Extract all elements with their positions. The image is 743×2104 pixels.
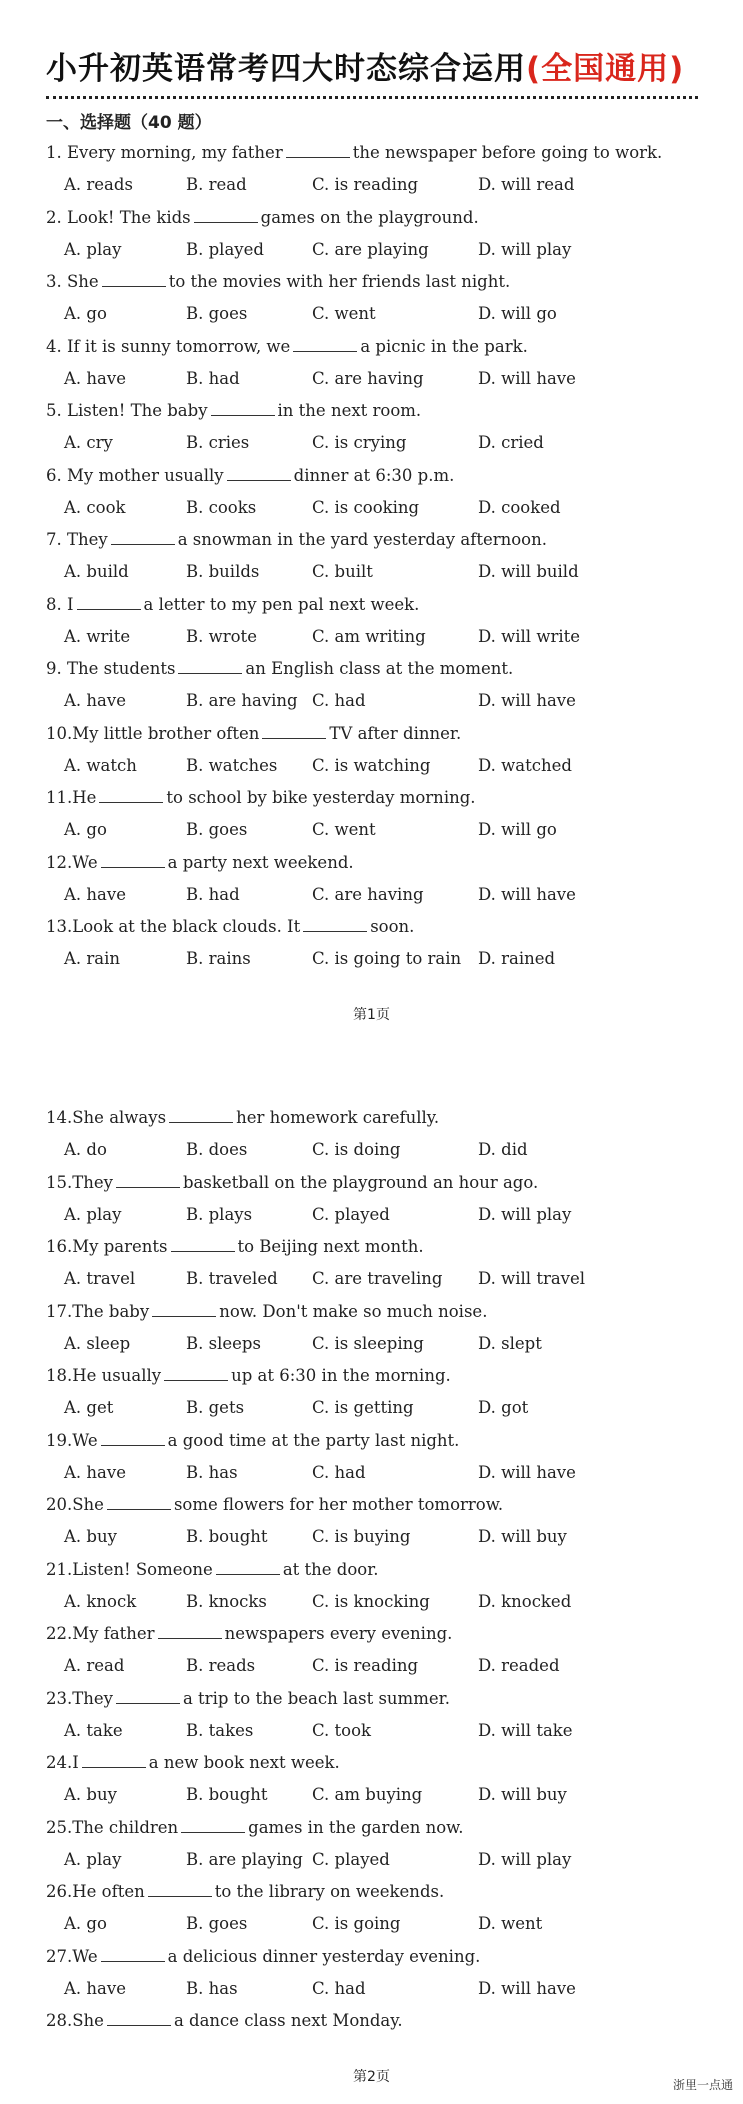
option-a[interactable]: A. go [64,304,107,323]
title-main: 小升初英语常考四大时态综合运用 [46,51,526,87]
question-text-after: dinner at 6:30 p.m. [293,465,455,485]
question-text-before: He usually [72,1366,162,1385]
question-text-after: to the library on weekends. [214,1882,445,1901]
options-row [64,1268,664,1290]
answer-blank [164,1366,228,1381]
option-d[interactable]: D. went [478,1914,543,1933]
question-text-before: I [72,1753,79,1772]
page-number-1: 第1页 [353,1007,390,1023]
option-b[interactable]: B. rains [186,949,251,968]
option-d[interactable]: D. watched [478,755,572,775]
question-text-before: My mother usually [67,465,224,485]
question-number: 21. [46,1559,73,1579]
question [46,1946,480,1968]
option-b[interactable]: B. bought [186,1785,268,1804]
question [46,336,528,358]
question [46,1688,450,1710]
question-text-after: soon. [370,917,415,936]
question-number: 5. [46,401,67,420]
option-c[interactable]: C. are traveling [312,1269,443,1288]
option-c[interactable]: C. had [312,1462,366,1482]
options-row [64,1204,664,1226]
question-number: 1. [46,143,67,162]
options-row [64,755,664,777]
question-text-after: to school by bike yesterday morning. [166,788,476,807]
question-text-before: I [67,594,74,614]
question-text-before: They [67,530,108,549]
question [46,1236,424,1258]
question [46,2010,403,2032]
option-a[interactable]: A. go [64,1914,107,1933]
answer-blank [102,272,166,287]
question-number: 6. [46,465,67,485]
question-number: 19. [46,1430,73,1450]
option-c[interactable]: C. is crying [312,433,407,452]
option-b[interactable]: B. cries [186,433,250,452]
question [46,852,354,874]
question-text-after: at the door. [282,1559,379,1579]
question-text-before: My father [72,1624,155,1643]
question-number: 14. [46,1108,73,1127]
option-c[interactable]: C. played [312,1204,390,1224]
question [46,1752,340,1774]
option-a[interactable]: A. watch [64,755,137,775]
option-d[interactable]: D. will have [478,368,576,388]
options-row [64,303,664,325]
option-d[interactable]: D. will play [478,239,572,259]
answer-blank [107,1495,171,1510]
option-b[interactable]: B. sleeps [186,1333,261,1353]
section-heading: 一、选择题（40 题） [46,113,212,133]
option-a[interactable]: A. knock [64,1591,137,1611]
answer-blank [116,1173,180,1188]
option-a[interactable]: A. get [64,1398,114,1417]
option-b[interactable]: B. reads [186,1656,256,1675]
question-text-after: to the movies with her friends last night. [168,272,511,291]
option-a[interactable]: A. buy [64,1527,117,1546]
option-b[interactable]: B. read [186,175,247,194]
option-d[interactable]: D. will have [478,691,576,710]
option-b[interactable]: B. knocks [186,1591,267,1611]
option-b[interactable]: B. takes [186,1720,254,1740]
question [46,1107,439,1129]
question-text-after: in the next room. [277,401,422,420]
question-number: 20. [46,1495,73,1514]
answer-blank [101,1947,165,1962]
question-text-before: They [72,1688,113,1708]
option-c[interactable]: C. are having [312,368,424,388]
option-b[interactable]: B. cooks [186,497,257,517]
option-c[interactable]: C. is reading [312,1656,419,1675]
option-d[interactable]: D. knocked [478,1591,572,1611]
option-c[interactable]: C. went [312,304,376,323]
answer-blank [303,917,367,932]
option-c[interactable]: C. am writing [312,626,426,646]
option-a[interactable]: A. write [64,626,131,646]
option-b[interactable]: B. played [186,239,264,259]
option-a[interactable]: A. sleep [64,1333,131,1353]
question-text-after: a picnic in the park. [360,336,528,356]
option-a[interactable]: A. play [64,239,122,259]
question-text-after: newspapers every evening. [224,1624,453,1643]
watermark: 浙里一点通 [672,2078,733,2092]
question-text-before: Every morning, my father [67,143,283,162]
option-d[interactable]: D. will take [478,1720,573,1740]
option-c[interactable]: C. had [312,1978,366,1998]
options-row [64,1913,664,1935]
option-b[interactable]: B. plays [186,1204,253,1224]
option-b[interactable]: B. does [186,1140,248,1159]
option-c[interactable]: C. is knocking [312,1591,430,1611]
question-number: 24. [46,1753,73,1772]
question [46,1301,487,1323]
answer-blank [116,1689,180,1704]
option-d[interactable]: D. rained [478,949,556,968]
option-c[interactable]: C. is buying [312,1527,411,1546]
option-a[interactable]: A. buy [64,1785,117,1804]
option-b[interactable]: B. goes [186,304,248,323]
question [46,594,419,616]
question-number: 12. [46,852,73,872]
option-d[interactable]: D. will play [478,1204,572,1224]
option-b[interactable]: B. are having [186,691,298,710]
option-a[interactable]: A. have [64,691,126,710]
question [46,1494,503,1516]
question-number: 9. [46,659,67,678]
option-d[interactable]: D. cried [478,433,544,452]
question-text-before: My little brother often [72,723,260,743]
question-text-before: We [72,1946,98,1966]
option-d[interactable]: D. will go [478,820,557,839]
option-b[interactable]: B. had [186,884,240,904]
question-text-after: a dance class next Monday. [173,2011,403,2030]
question-number: 25. [46,1817,73,1837]
answer-blank [211,401,275,416]
question-text-before: Look at the black clouds. It [72,917,301,936]
question-text-before: Look! The kids [67,207,191,227]
question-text-before: They [72,1172,113,1192]
question [46,142,662,164]
question [46,658,513,680]
option-c[interactable]: C. had [312,691,366,710]
option-b[interactable]: B. builds [186,562,260,581]
option-a[interactable]: A. have [64,884,126,904]
question-number: 26. [46,1882,73,1901]
options-row [64,561,664,583]
option-a[interactable]: A. play [64,1204,122,1224]
options-row [64,432,664,454]
answer-blank [158,1624,222,1639]
question-text-before: We [72,1430,98,1450]
option-a[interactable]: A. rain [64,949,121,968]
option-c[interactable]: C. went [312,820,376,839]
question-text-after: now. Don't make so much noise. [219,1301,488,1321]
option-a[interactable]: A. reads [64,175,133,194]
option-b[interactable]: B. bought [186,1527,268,1546]
options-row [64,368,664,390]
option-a[interactable]: A. have [64,1978,126,1998]
question-text-after: a delicious dinner yesterday evening. [167,1946,481,1966]
question [46,1559,379,1581]
question [46,529,547,551]
question-text-after: basketball on the playground an hour ago. [182,1172,539,1192]
document-title [46,48,696,90]
options-row [64,1462,664,1484]
options-row [64,690,664,712]
question-text-before: My parents [72,1237,168,1256]
option-c[interactable]: C. are playing [312,239,429,259]
question-number: 17. [46,1301,73,1321]
options-row [64,1139,664,1161]
option-b[interactable]: B. traveled [186,1269,278,1288]
question-text-after: a snowman in the yard yesterday afternoon. [177,530,547,549]
option-a[interactable]: A. take [64,1720,123,1740]
question-text-before: The students [67,659,176,678]
question-text-after: a letter to my pen pal next week. [143,594,420,614]
option-a[interactable]: A. do [64,1140,107,1159]
question [46,1881,444,1903]
option-a[interactable]: A. go [64,820,107,839]
option-b[interactable]: B. goes [186,820,248,839]
question-text-before: She always [72,1108,167,1127]
answer-blank [107,2011,171,2026]
option-b[interactable]: B. watches [186,755,278,775]
option-a[interactable]: A. cook [64,497,126,517]
option-a[interactable]: A. travel [64,1269,136,1288]
option-d[interactable]: D. slept [478,1333,542,1353]
question-number: 15. [46,1172,73,1192]
question-text-after: a new book next week. [148,1753,340,1772]
option-d[interactable]: D. will buy [478,1785,567,1804]
options-row [64,1591,664,1613]
question-text-after: the newspaper before going to work. [352,143,663,162]
option-a[interactable]: A. play [64,1849,122,1869]
question [46,400,421,422]
option-a[interactable]: A. build [64,562,129,581]
options-row [64,819,664,841]
option-d[interactable]: D. will write [478,626,581,646]
question [46,1430,459,1452]
question-text-after: games in the garden now. [248,1817,464,1837]
option-c[interactable]: C. built [312,562,373,581]
options-row [64,174,664,196]
option-d[interactable]: D. will have [478,1462,576,1482]
question-text-after: some flowers for her mother tomorrow. [173,1495,504,1514]
question [46,723,461,745]
question-text-after: TV after dinner. [329,723,462,743]
question-text-before: We [72,852,98,872]
question [46,1365,451,1387]
answer-blank [262,724,326,739]
option-b[interactable]: B. gets [186,1398,245,1417]
question-text-after: games on the playground. [260,207,479,227]
question-number: 11. [46,788,73,807]
question-text-before: She [72,1495,104,1514]
option-d[interactable]: D. will have [478,884,576,904]
question-number: 22. [46,1624,73,1643]
option-c[interactable]: C. am buying [312,1785,423,1804]
option-c[interactable]: C. is watching [312,755,431,775]
question-number: 8. [46,594,67,614]
option-c[interactable]: C. is getting [312,1398,414,1417]
question [46,1623,452,1645]
option-a[interactable]: A. have [64,1462,126,1482]
question [46,916,414,938]
question-number: 10. [46,723,73,743]
question-text-after: a good time at the party last night. [167,1430,460,1450]
option-b[interactable]: B. wrote [186,626,257,646]
title-suffix: (全国通用) [526,51,685,87]
answer-blank [286,143,350,158]
answer-blank [152,1302,216,1317]
options-row [64,1526,664,1548]
answer-blank [99,788,163,803]
options-row [64,626,664,648]
question-text-before: Listen! Someone [72,1559,213,1579]
question-number: 3. [46,272,67,291]
option-d[interactable]: D. will have [478,1978,576,1998]
option-d[interactable]: D. cooked [478,497,561,517]
title-divider [46,96,698,99]
option-b[interactable]: B. has [186,1462,238,1482]
question-number: 13. [46,917,73,936]
option-d[interactable]: D. readed [478,1656,560,1675]
question-text-before: The children [72,1817,179,1837]
option-d[interactable]: D. will read [478,175,575,194]
option-b[interactable]: B. are playing [186,1849,303,1869]
question [46,271,510,293]
option-d[interactable]: D. will travel [478,1269,586,1288]
answer-blank [171,1237,235,1252]
question [46,207,479,229]
page-header [46,48,696,90]
option-c[interactable]: C. is sleeping [312,1333,424,1353]
answer-blank [178,659,242,674]
question-text-before: She [72,2011,104,2030]
option-c[interactable]: C. played [312,1849,390,1869]
option-d[interactable]: D. will build [478,562,579,581]
option-a[interactable]: A. read [64,1656,125,1675]
options-row [64,239,664,261]
options-row [64,1978,664,2000]
options-row [64,1333,664,1355]
option-b[interactable]: B. had [186,368,240,388]
option-c[interactable]: C. took [312,1720,372,1740]
answer-blank [169,1108,233,1123]
question-text-before: He [72,788,97,807]
question-number: 28. [46,2011,73,2030]
answer-blank [194,208,258,223]
option-a[interactable]: A. have [64,368,126,388]
question-text-before: She [67,272,99,291]
question-number: 16. [46,1237,73,1256]
option-d[interactable]: D. did [478,1140,528,1159]
question-text-after: a party next weekend. [167,852,354,872]
question-text-before: If it is sunny tomorrow, we [67,336,291,356]
options-row [64,884,664,906]
question-text-after: a trip to the beach last summer. [182,1688,450,1708]
question-number: 7. [46,530,67,549]
option-c[interactable]: C. are having [312,884,424,904]
answer-blank [148,1882,212,1897]
option-d[interactable]: D. will play [478,1849,572,1869]
answer-blank [216,1560,280,1575]
answer-blank [82,1753,146,1768]
question [46,1817,464,1839]
question [46,1172,538,1194]
question-text-before: He often [72,1882,145,1901]
options-row [64,948,664,970]
option-a[interactable]: A. cry [64,433,113,452]
option-c[interactable]: C. is going to rain [312,949,462,968]
question-number: 27. [46,1946,73,1966]
answer-blank [227,466,291,481]
answer-blank [293,337,357,352]
option-c[interactable]: C. is going [312,1914,401,1933]
answer-blank [101,1431,165,1446]
option-c[interactable]: C. is reading [312,175,419,194]
question-text-after: up at 6:30 in the morning. [231,1366,451,1385]
answer-blank [77,595,141,610]
options-row [64,1655,664,1677]
options-row [64,497,664,519]
options-row [64,1720,664,1742]
question-number: 4. [46,336,67,356]
question [46,465,454,487]
option-d[interactable]: D. got [478,1398,529,1417]
answer-blank [181,1818,245,1833]
option-c[interactable]: C. is doing [312,1140,401,1159]
question-number: 2. [46,207,67,227]
options-row [64,1397,664,1419]
option-b[interactable]: B. has [186,1978,238,1998]
answer-blank [101,853,165,868]
option-b[interactable]: B. goes [186,1914,248,1933]
question-number: 23. [46,1688,73,1708]
question-text-before: The baby [72,1301,150,1321]
page-number-2: 第2页 [353,2069,390,2085]
option-d[interactable]: D. will go [478,304,557,323]
question-number: 18. [46,1366,73,1385]
question-text-after: to Beijing next month. [237,1237,424,1256]
option-c[interactable]: C. is cooking [312,497,420,517]
option-d[interactable]: D. will buy [478,1527,567,1546]
answer-blank [111,530,175,545]
question-text-after: an English class at the moment. [245,659,514,678]
question-text-before: Listen! The baby [67,401,208,420]
question [46,787,476,809]
options-row [64,1784,664,1806]
options-row [64,1849,664,1871]
question-text-after: her homework carefully. [236,1108,440,1127]
